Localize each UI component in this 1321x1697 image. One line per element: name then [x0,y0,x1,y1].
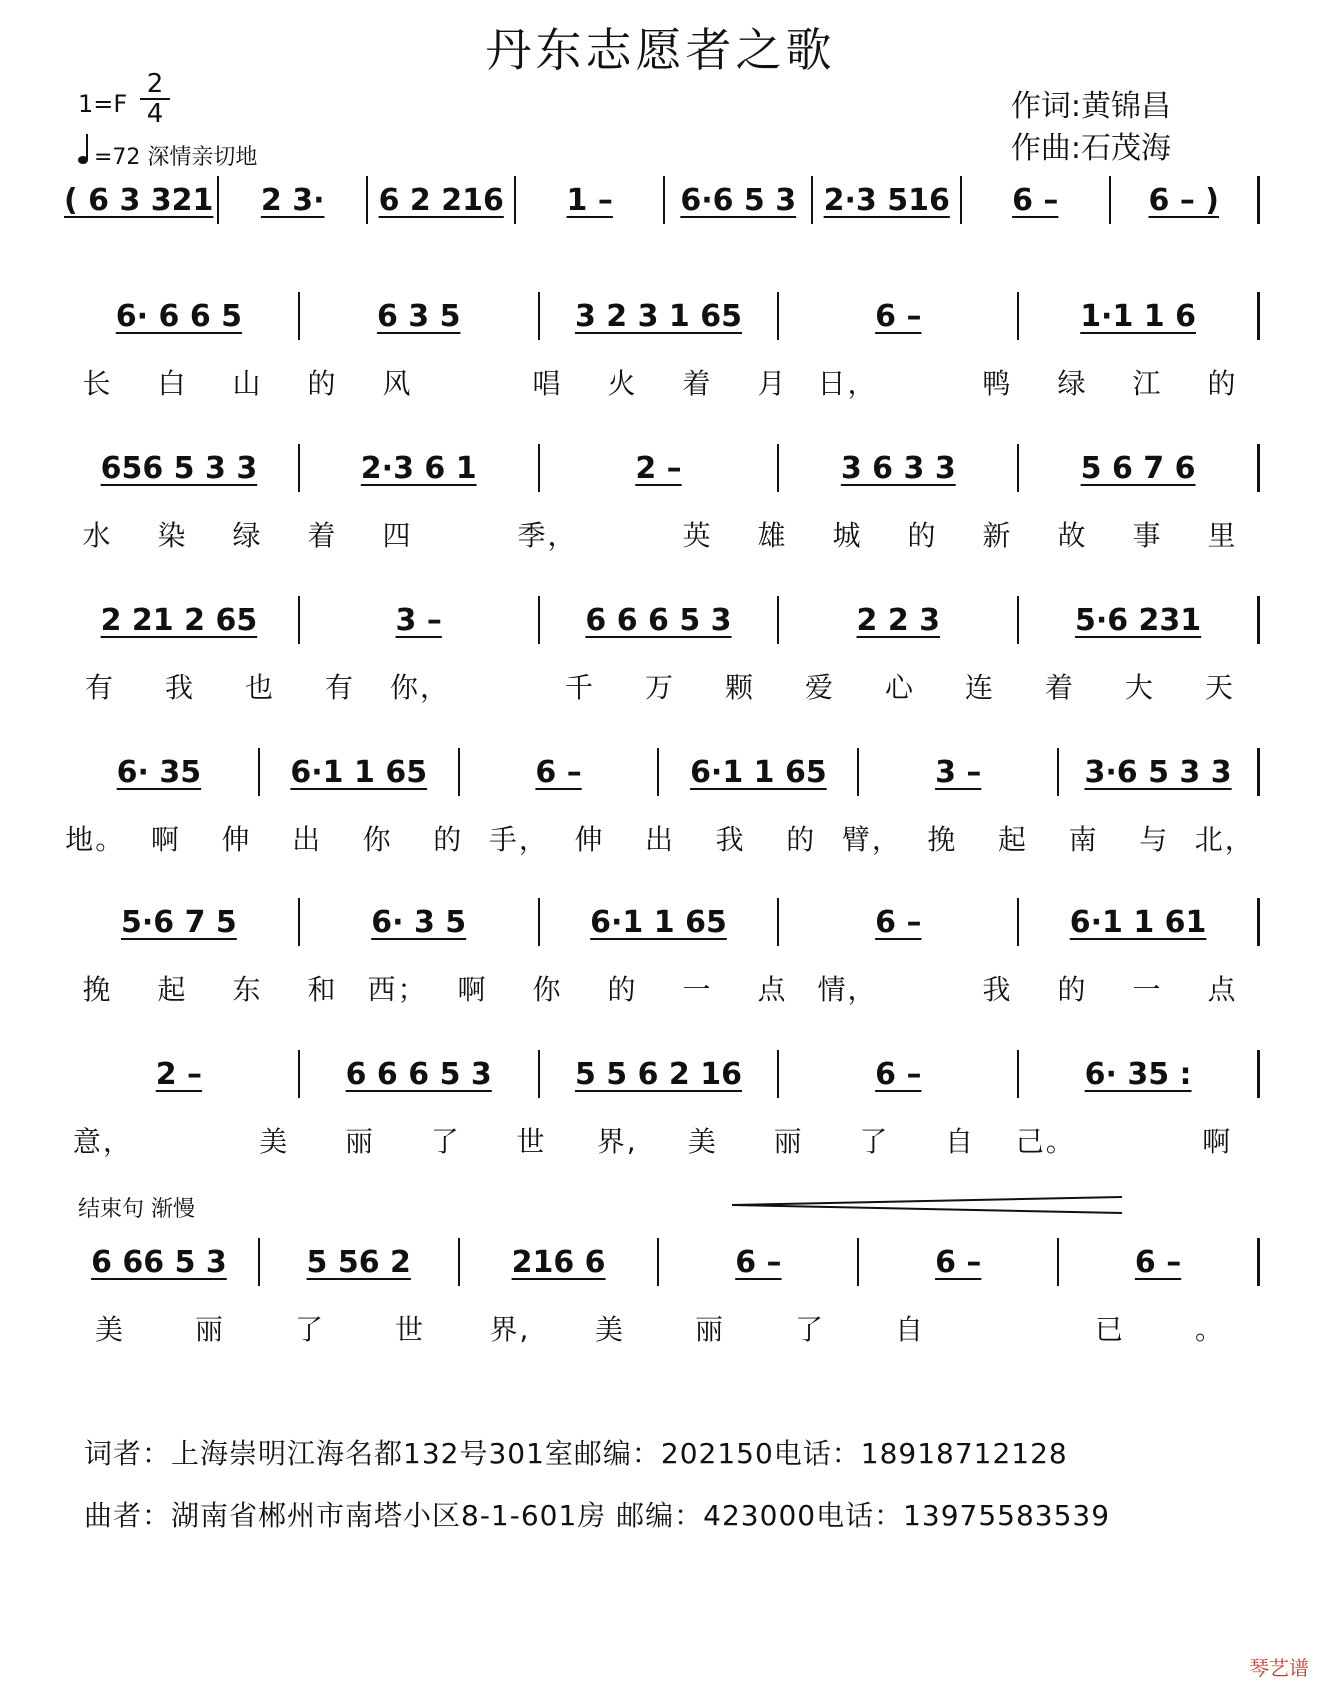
measure [260,748,460,796]
measure-notes: ( 6 3 321 [64,182,214,218]
measure [659,1238,859,1286]
measure [540,444,780,492]
lyric-syllable [1089,1120,1175,1160]
lyric-syllable: 新 [982,519,1013,552]
score-system [60,292,1260,400]
lyric-syllable: 的 [307,367,338,400]
measure [60,596,300,644]
lyric-syllable: 起 [157,973,188,1006]
lyric-syllable: 美 [687,1125,718,1158]
lyric-syllable: 着 [682,367,713,400]
score-system [60,898,1260,1006]
lyric-syllable: 起 [998,823,1029,856]
lyric-syllable: 啊 [457,973,488,1006]
lyric-syllable [146,1120,232,1160]
lyric-syllable: 你， [389,671,450,704]
lyric-syllable: 界, [489,1313,531,1346]
measure-notes: 6 – ) [1148,182,1220,218]
measure-notes: 2 – [155,1056,203,1092]
credits [1011,86,1171,170]
measure-notes: 6 3 5 [376,298,461,334]
measure-notes: 6 – [1134,1244,1182,1280]
lyric-syllable: 一 [1132,973,1163,1006]
lyric-syllable: 己。 [1015,1125,1076,1158]
lyric-syllable: 情， [817,973,878,1006]
measure [859,748,1059,796]
notation-line [60,444,1260,492]
measure-notes: 6·6 5 3 [680,182,797,218]
measure [779,292,1019,340]
measure-notes: 3 – [395,602,442,638]
measure-notes: 6 – [875,1056,922,1092]
lyric-syllable: 西； [367,973,428,1006]
measure [1019,292,1260,340]
decrescendo-hairpin [732,1196,1122,1214]
lyric-syllable: 挽 [927,823,958,856]
composer-credit: 作曲:石茂海 [1010,131,1171,166]
measure-notes: 1 – [566,182,613,218]
measure [1059,748,1260,796]
measure [300,444,540,492]
measure-notes: 6 – [935,1244,982,1280]
lyric-syllable: 风 [382,367,413,400]
lyric-syllable [435,514,510,554]
lyric-syllable: 千 [564,671,595,704]
score-system [60,1238,1260,1346]
lyric-syllable: 里 [1207,519,1238,552]
measure-notes: 2 2 3 [856,602,941,638]
lyric-syllable: 着 [1044,671,1075,704]
lyric-syllable: 季， [517,519,578,552]
measure-notes: 2·3 6 1 [360,450,477,486]
lyric-syllable: 了 [294,1313,325,1346]
measure-notes: 1·1 1 6 [1080,298,1196,334]
lyric-syllable: 与 [1139,823,1170,856]
lyric-syllable: 世 [394,1313,425,1346]
notation-line [60,1050,1260,1098]
measure-notes: 6·1 1 65 [590,904,727,940]
measure-notes: 2 – [635,450,682,486]
measure-notes: 6·1 1 65 [690,754,827,790]
measure-notes: 3 2 3 1 65 [574,298,742,334]
measure [516,176,665,224]
measure [1019,898,1260,946]
lyric-syllable: 的 [433,823,464,856]
measure [779,444,1019,492]
lyric-syllable: 绿 [1057,367,1088,400]
lyricist-credit: 作词:黄锦昌 [1010,89,1171,124]
measure-notes: 5 56 2 [306,1244,411,1280]
lyric-syllable [435,362,510,402]
measure [60,898,300,946]
lyric-syllable: 故 [1057,519,1088,552]
lyrics-line [60,1120,1260,1160]
lyric-syllable [960,1308,1060,1348]
lyric-syllable: 月 [757,367,788,400]
tempo-text: =72 深情亲切地 [94,145,258,170]
measure [813,176,962,224]
lyric-syllable: 点 [1207,973,1238,1006]
ending-label: 结束句 渐慢 [78,1197,195,1222]
lyric-syllable: 江 [1132,367,1163,400]
lyric-syllable: 唱 [532,367,563,400]
lyric-syllable: 一 [682,973,713,1006]
composer-address: 曲者：湖南省郴州市南塔小区8-1-601房 邮编：423000电话：13975583539 [84,1499,1111,1532]
lyric-syllable: 丽 [694,1313,725,1346]
lyric-syllable: 美 [94,1313,125,1346]
measure-notes: 6 6 6 5 3 [585,602,732,638]
lyric-syllable: 意， [72,1125,133,1158]
tempo-marking [78,140,257,171]
lyric-syllable: 的 [1207,367,1238,400]
measure-notes: 5·6 7 5 [121,904,237,940]
lyric-syllable: 山 [232,367,263,400]
measure [368,176,517,224]
measure-notes: 6 6 6 5 3 [345,1056,492,1092]
lyric-syllable: 自 [945,1125,976,1158]
lyric-syllable: 水 [82,519,113,552]
lyric-syllable: 事 [1132,519,1163,552]
measure-notes: 3 6 3 3 [840,450,956,486]
lyric-syllable: 长 [82,367,113,400]
lyric-syllable: 大 [1124,671,1155,704]
notation-line [60,292,1260,340]
measure [300,292,540,340]
measure [540,1050,780,1098]
lyric-syllable: 点 [757,973,788,1006]
lyric-syllable: 万 [644,671,675,704]
measure [60,748,260,796]
lyric-syllable: 和 [307,973,338,1006]
time-signature-top: 2 [140,70,170,100]
measure [1019,444,1260,492]
lyric-syllable: 伸 [574,823,605,856]
lyric-syllable: 北， [1194,823,1255,856]
lyric-syllable: 日， [817,367,878,400]
lyric-syllable [585,514,660,554]
measure-notes: 5·6 231 [1074,602,1202,638]
measure [540,596,780,644]
lyric-syllable: 四 [382,519,413,552]
lyric-syllable: 丽 [773,1125,804,1158]
lyric-syllable: 着 [307,519,338,552]
measure [779,898,1019,946]
lyrics-line [60,818,1260,858]
lyric-syllable: 鸭 [982,367,1013,400]
lyrics-line [60,1308,1260,1348]
lyric-syllable: 城 [832,519,863,552]
measure [60,444,300,492]
lyric-syllable: 染 [157,519,188,552]
lyric-syllable: 的 [607,973,638,1006]
measure-notes: 656 5 3 3 [100,450,258,486]
lyric-syllable: 丽 [194,1313,225,1346]
lyric-syllable: 臂， [841,823,902,856]
measure [300,1050,540,1098]
measure [1019,1050,1260,1098]
measure [962,176,1111,224]
measure-notes: 6 2 216 [378,182,504,218]
time-signature-bottom: 4 [146,99,164,129]
lyric-syllable: 连 [964,671,995,704]
lyric-syllable [885,362,960,402]
lyric-syllable: 了 [794,1313,825,1346]
lyric-syllable: 自 [894,1313,925,1346]
lyric-syllable: 美 [594,1313,625,1346]
key-signature: 1=F [78,90,128,118]
lyric-syllable: 也 [244,671,275,704]
lyrics-line [60,362,1260,402]
measure [300,898,540,946]
measure-notes: 6· 6 6 5 [115,298,243,334]
lyric-syllable: 我 [164,671,195,704]
measure [859,1238,1059,1286]
song-title: 丹东志愿者之歌 [485,23,836,77]
lyric-syllable: 地。 [65,823,126,856]
measure [665,176,814,224]
measure-notes: 6 – [735,1244,782,1280]
measure-notes: 5 5 6 2 16 [574,1056,742,1092]
measure [300,596,540,644]
measure [219,176,368,224]
lyric-syllable: 天 [1204,671,1235,704]
measure-notes: 6· 3 5 [371,904,467,940]
measure-notes: 2 3· [260,182,325,218]
lyric-syllable: 东 [232,973,263,1006]
lyric-syllable: 英 [682,519,713,552]
watermark-logo: 琴艺谱 [1249,1656,1309,1680]
measure [540,292,780,340]
score-system [60,176,1260,256]
measure [60,1238,260,1286]
measure-notes: 6· 35 : [1084,1056,1192,1092]
measure-notes: 6 – [875,904,922,940]
measure-notes: 216 6 [511,1244,606,1280]
lyric-syllable: 伸 [221,823,252,856]
measure [1111,176,1261,224]
measure-notes: 3·6 5 3 3 [1084,754,1232,790]
lyricist-address: 词者：上海崇明江海名都132号301室邮编：202150电话：18918712128 [84,1437,1068,1470]
measure [460,748,660,796]
lyric-syllable: 已 [1094,1313,1125,1346]
notation-line [60,898,1260,946]
score-system [60,748,1260,856]
measure-notes: 6 – [875,298,922,334]
lyrics-line [60,666,1260,706]
lyric-syllable: 的 [1057,973,1088,1006]
lyric-syllable: 出 [645,823,676,856]
measure-notes: 6·1 1 61 [1069,904,1207,940]
measure-notes: 2 21 2 65 [100,602,258,638]
lyric-syllable: 绿 [232,519,263,552]
lyric-syllable: 火 [607,367,638,400]
lyric-syllable: 世 [516,1125,547,1158]
measure [1059,1238,1260,1286]
lyric-syllable: 啊 [1202,1125,1233,1158]
notation-line [60,176,1260,224]
lyric-syllable: 你 [362,823,393,856]
measure-notes: 6· 35 [116,754,202,790]
lyrics-line [60,514,1260,554]
lyric-syllable [460,666,540,706]
lyric-syllable: 了 [859,1125,890,1158]
measure [260,1238,460,1286]
lyric-syllable [885,968,960,1008]
lyric-syllable: 白 [157,367,188,400]
measure [1019,596,1260,644]
lyric-syllable: 美 [259,1125,290,1158]
measure [60,292,300,340]
lyric-syllable: 啊 [150,823,181,856]
measure-notes: 6·1 1 65 [290,754,428,790]
score-system [60,444,1260,552]
lyric-syllable: 雄 [757,519,788,552]
notation-line [60,596,1260,644]
measure-notes: 6 – [535,754,582,790]
score-system [60,1050,1260,1158]
lyric-syllable: 你 [532,973,563,1006]
lyric-syllable: 了 [430,1125,461,1158]
lyric-syllable: 的 [907,519,938,552]
lyric-syllable: 界, [596,1125,638,1158]
lyric-syllable: 南 [1068,823,1099,856]
measure-notes: 5 6 7 6 [1080,450,1196,486]
lyric-syllable: 挽 [82,973,113,1006]
lyrics-line [60,968,1260,1008]
measure [779,596,1019,644]
lyric-syllable: 颗 [724,671,755,704]
score-system [60,596,1260,704]
lyric-syllable: 我 [982,973,1013,1006]
lyric-syllable: 我 [715,823,746,856]
lyric-syllable: 爱 [804,671,835,704]
time-signature [140,70,170,128]
lyric-syllable: 有 [324,671,355,704]
measure [460,1238,660,1286]
measure [60,1050,300,1098]
measure-notes: 6 66 5 3 [91,1244,227,1280]
notation-line [60,748,1260,796]
measure [60,176,219,224]
lyric-syllable: 丽 [345,1125,376,1158]
lyric-syllable: 手， [488,823,549,856]
notation-line [60,1238,1260,1286]
measure-notes: 2·3 516 [823,182,950,218]
quarter-note-icon [78,156,88,164]
lyric-syllable: 。 [1194,1313,1225,1346]
measure [779,1050,1019,1098]
measure [540,898,780,946]
measure-notes: 6 – [1012,182,1059,218]
lyric-syllable: 出 [292,823,323,856]
measure [659,748,859,796]
lyric-syllable: 有 [84,671,115,704]
measure-notes: 3 – [935,754,982,790]
lyric-syllable: 的 [786,823,817,856]
lyric-syllable: 心 [884,671,915,704]
